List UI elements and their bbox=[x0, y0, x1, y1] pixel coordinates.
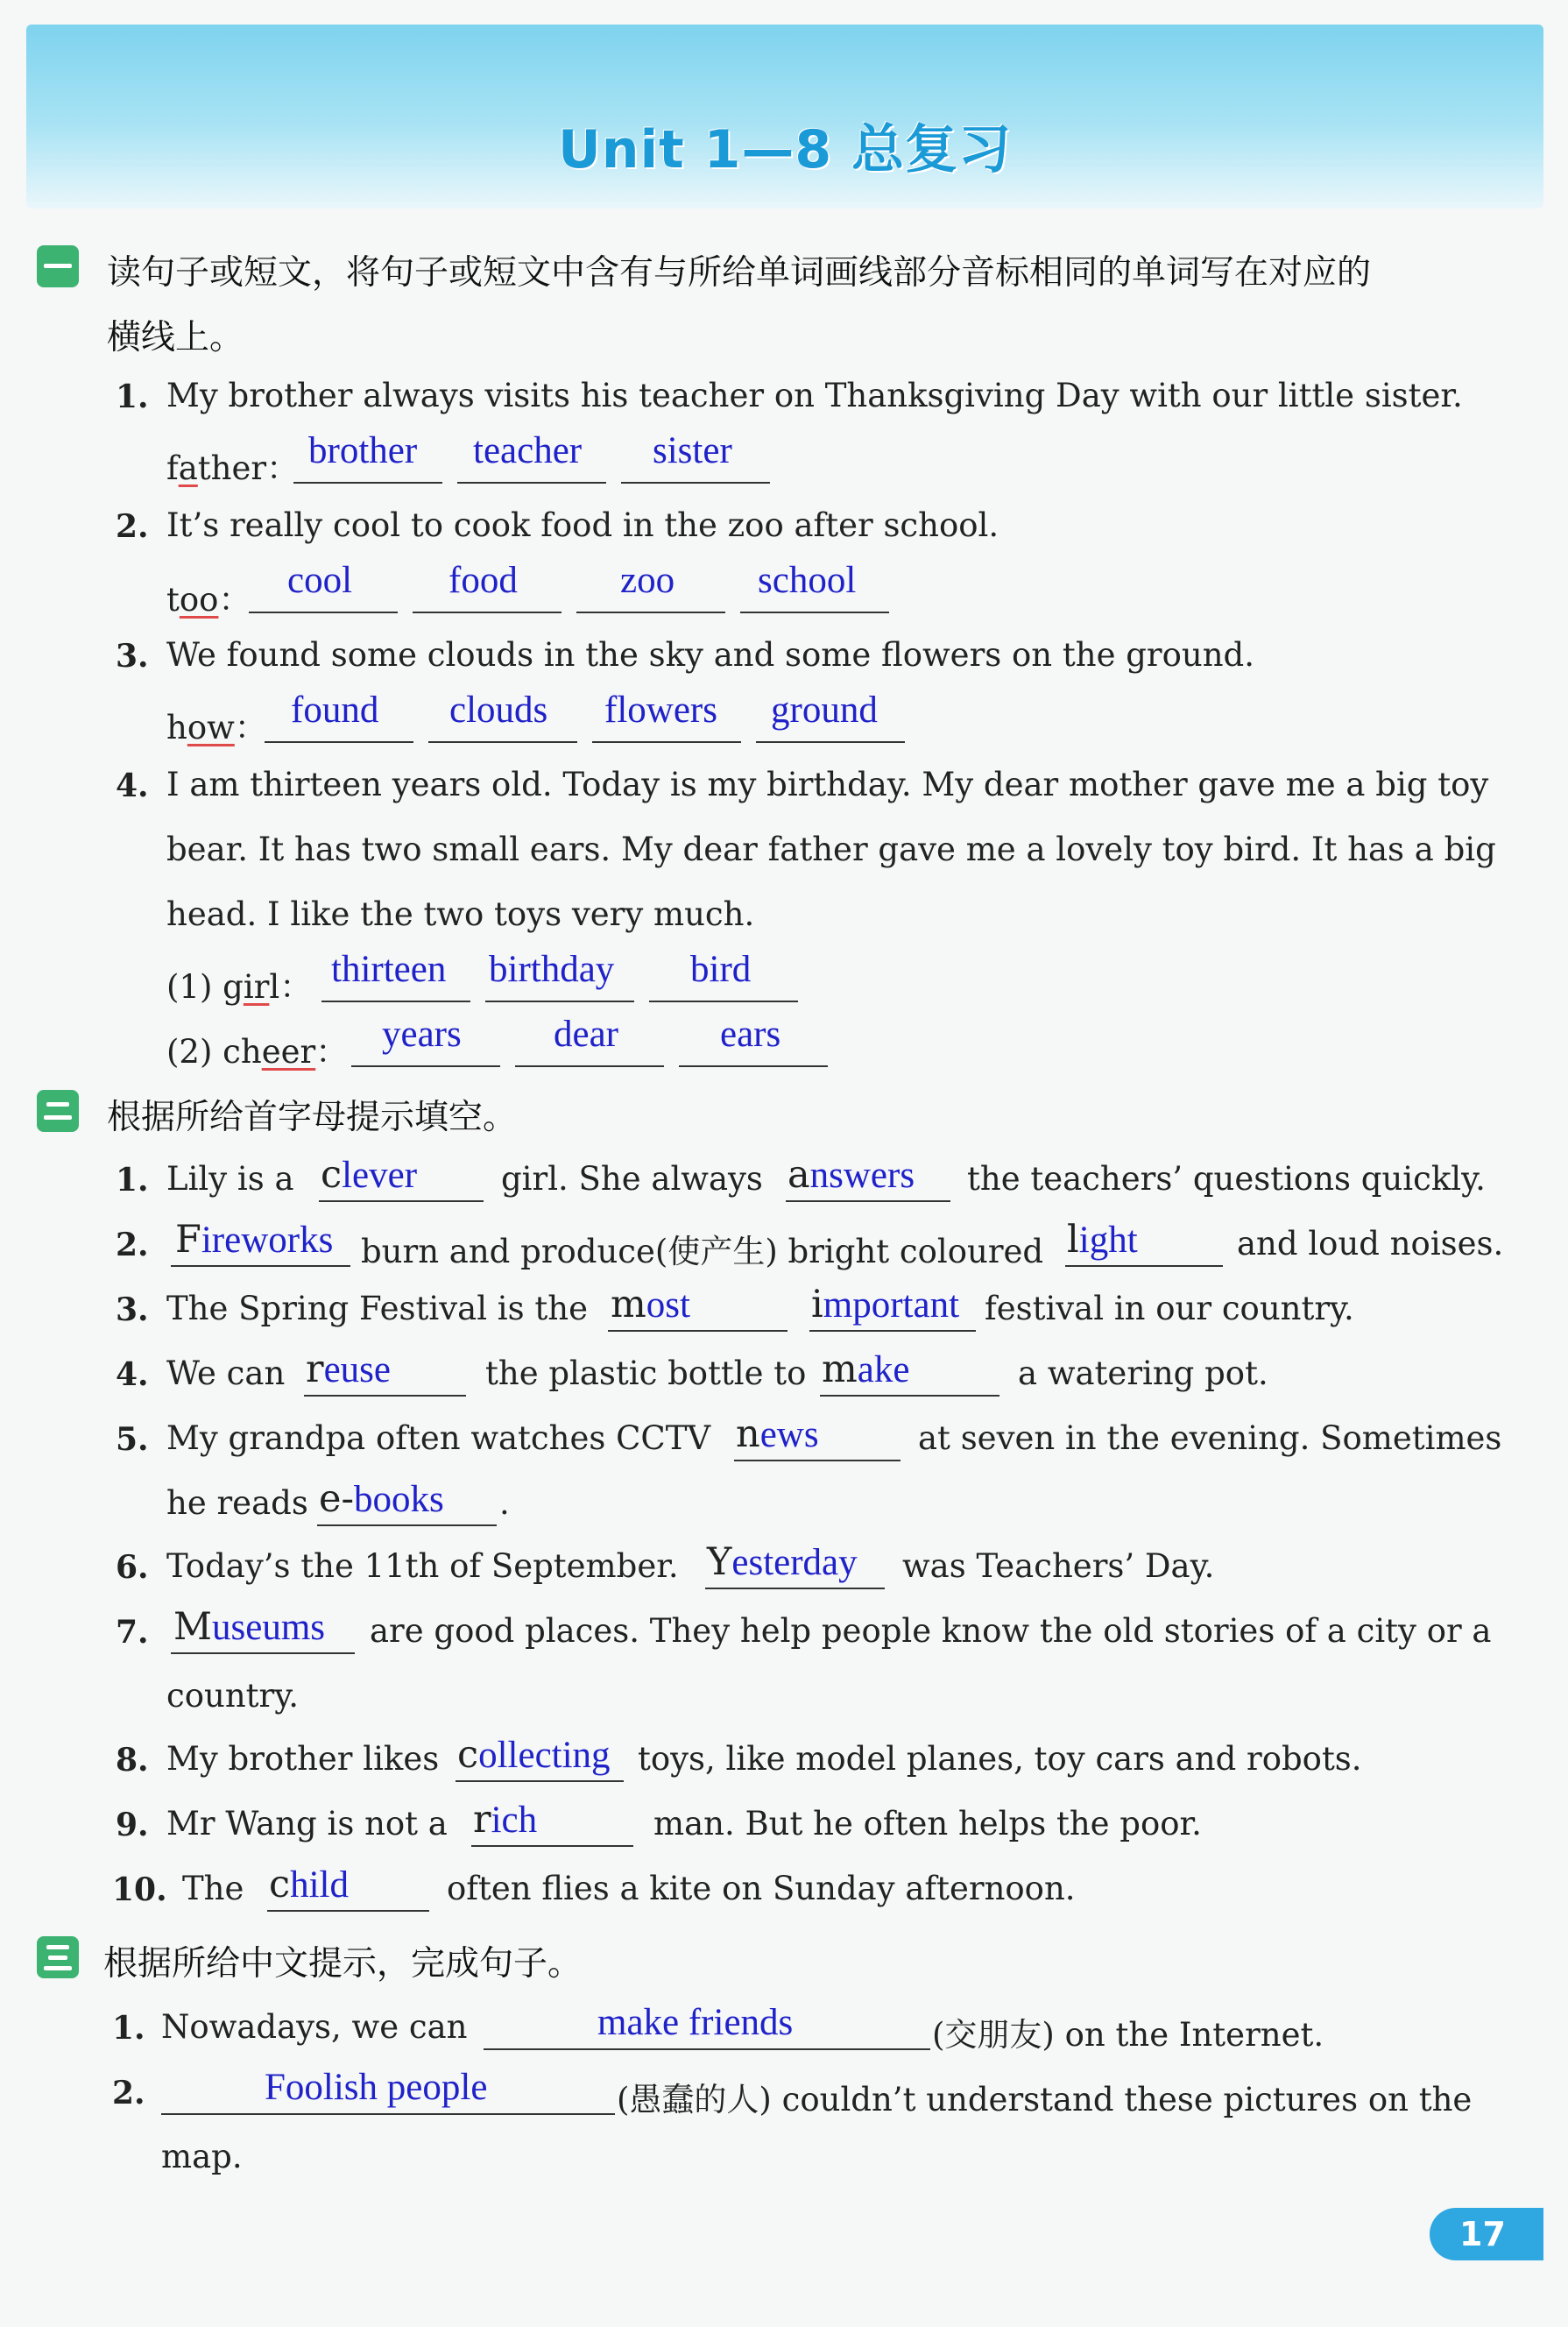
answer-blank[interactable] bbox=[171, 1265, 350, 1267]
answer-text: dear bbox=[554, 1014, 618, 1055]
sentence-part: My brother likes bbox=[166, 1740, 440, 1778]
sentence-part: (愚蠢的人) couldn’t understand these pictures on the bbox=[617, 2081, 1473, 2118]
key-word: (2) cheer： bbox=[166, 1033, 349, 1071]
sentence-part: girl. She always bbox=[501, 1160, 763, 1198]
answer-text: clouds bbox=[449, 690, 548, 731]
answer-text: found bbox=[291, 690, 379, 731]
sentence-part: at seven in the evening. Sometimes bbox=[918, 1419, 1502, 1457]
answer-blank[interactable] bbox=[471, 1845, 633, 1847]
sentence-part: often flies a kite on Sunday afternoon. bbox=[447, 1870, 1076, 1907]
answer-blank[interactable] bbox=[319, 1200, 484, 1202]
answer-blank[interactable] bbox=[457, 482, 606, 484]
answer-text: ground bbox=[771, 690, 878, 731]
answer-text: Yesterday bbox=[707, 1540, 858, 1584]
answer-text: news bbox=[736, 1412, 819, 1456]
answer-blank[interactable] bbox=[317, 1524, 497, 1526]
sentence-part: toys, like model planes, toy cars and robots. bbox=[638, 1740, 1362, 1778]
key-word: (1) girl： bbox=[166, 968, 313, 1006]
answer-blank[interactable] bbox=[649, 1001, 798, 1002]
question-number: 4. bbox=[116, 767, 149, 804]
answer-text: sister bbox=[653, 430, 732, 471]
question-number: 1. bbox=[112, 2010, 145, 2047]
answer-blank[interactable] bbox=[576, 612, 725, 613]
section-3-badge-icon bbox=[37, 1936, 79, 1978]
key-word: father： bbox=[166, 449, 300, 487]
sentence-part: The bbox=[182, 1870, 244, 1907]
answer-blank[interactable] bbox=[679, 1065, 828, 1067]
answer-blank[interactable] bbox=[608, 1330, 788, 1332]
answer-text: Foolish people bbox=[265, 2067, 488, 2108]
sentence-part: a watering pot. bbox=[1018, 1354, 1268, 1392]
answer-text: years bbox=[382, 1014, 462, 1055]
answer-text: bird bbox=[690, 949, 752, 990]
answer-blank[interactable] bbox=[1065, 1265, 1223, 1267]
sentence-part: festival in our country. bbox=[985, 1290, 1354, 1327]
answer-blank[interactable] bbox=[265, 741, 413, 743]
answer-blank[interactable] bbox=[621, 482, 770, 484]
answer-text: make bbox=[822, 1347, 910, 1391]
section-2-badge-icon bbox=[37, 1090, 79, 1132]
answer-text: answers bbox=[788, 1153, 915, 1197]
section-1-badge-icon bbox=[37, 245, 79, 287]
answer-text: brother bbox=[308, 430, 418, 471]
question-number: 8. bbox=[116, 1742, 149, 1779]
sentence-part: burn and produce(使产生) bright coloured bbox=[361, 1233, 1044, 1270]
answer-blank[interactable] bbox=[485, 1001, 634, 1002]
answer-text: school bbox=[758, 560, 857, 601]
key-word: how： bbox=[166, 709, 267, 746]
answer-blank[interactable] bbox=[592, 741, 741, 743]
section-1-instruction-line1: 读句子或短文，将句子或短文中含有与所给单词画线部分音标相同的单词写在对应的 bbox=[107, 253, 1372, 293]
sentence-part: and loud noises. bbox=[1237, 1225, 1504, 1263]
sentence-part: the plastic bottle to bbox=[485, 1354, 807, 1392]
question-number: 2. bbox=[112, 2075, 145, 2111]
answer-blank[interactable] bbox=[756, 741, 905, 743]
answer-text: rich bbox=[473, 1798, 538, 1842]
answer-blank[interactable] bbox=[428, 741, 577, 743]
answer-text: ears bbox=[720, 1014, 781, 1055]
sentence-part: Nowadays, we can bbox=[161, 2008, 468, 2046]
sentence: We found some clouds in the sky and some flowers on the ground. bbox=[166, 636, 1254, 674]
question-number: 1. bbox=[116, 1162, 149, 1199]
sentence-part: Lily is a bbox=[166, 1160, 294, 1198]
question-number: 4. bbox=[116, 1356, 149, 1393]
answer-text: make friends bbox=[597, 2002, 794, 2043]
answer-text: most bbox=[611, 1283, 690, 1326]
answer-blank[interactable] bbox=[786, 1200, 950, 1202]
sentence-part: man. But he often helps the poor. bbox=[653, 1805, 1202, 1843]
answer-blank[interactable] bbox=[809, 1330, 976, 1332]
sentence-part: . bbox=[499, 1484, 510, 1522]
answer-blank[interactable] bbox=[293, 482, 442, 484]
answer-text: thirteen bbox=[331, 949, 447, 990]
question-number: 9. bbox=[116, 1807, 149, 1843]
passage-line: bear. It has two small ears. My dear father gave me a lovely toy bird. It has a big bbox=[166, 831, 1496, 868]
answer-blank[interactable] bbox=[740, 612, 889, 613]
sentence-part: Mr Wang is not a bbox=[166, 1805, 448, 1843]
question-number: 3. bbox=[116, 1291, 149, 1328]
passage-line: head. I like the two toys very much. bbox=[166, 895, 755, 933]
question-number: 6. bbox=[116, 1549, 149, 1586]
question-number: 7. bbox=[116, 1614, 149, 1651]
section-1-instruction-line2: 横线上。 bbox=[107, 318, 244, 357]
answer-text: food bbox=[449, 560, 518, 601]
answer-blank[interactable] bbox=[484, 2048, 930, 2050]
sentence-part: the teachers’ questions quickly. bbox=[967, 1160, 1486, 1198]
answer-blank[interactable] bbox=[705, 1588, 885, 1589]
answer-text: cool bbox=[287, 560, 353, 601]
key-word: too： bbox=[166, 581, 251, 619]
question-number: 1. bbox=[116, 378, 149, 415]
answer-text: child bbox=[269, 1863, 349, 1906]
answer-blank[interactable] bbox=[413, 612, 562, 613]
answer-blank[interactable] bbox=[321, 1001, 470, 1002]
sentence-part: country. bbox=[166, 1677, 299, 1715]
sentence-part: map. bbox=[161, 2138, 243, 2175]
sentence-part: are good places. They help people know the old stories of a city or a bbox=[370, 1612, 1492, 1650]
sentence-part: Today’s the 11th of September. bbox=[166, 1547, 679, 1585]
question-number: 10. bbox=[112, 1871, 167, 1908]
question-number: 3. bbox=[116, 638, 149, 675]
question-number: 2. bbox=[116, 1227, 149, 1263]
answer-text: e-books bbox=[319, 1477, 444, 1521]
section-3-instruction: 根据所给中文提示，完成句子。 bbox=[103, 1944, 583, 1984]
answer-text: Fireworks bbox=[175, 1218, 334, 1262]
answer-text: collecting bbox=[457, 1733, 611, 1777]
answer-text: zoo bbox=[620, 560, 675, 601]
page-title: Unit 1—8 总复习 bbox=[558, 119, 1012, 180]
sentence: It’s really cool to cook food in the zoo after school. bbox=[166, 506, 999, 544]
sentence-part: was Teachers’ Day. bbox=[902, 1547, 1215, 1585]
answer-blank[interactable] bbox=[351, 1065, 500, 1067]
answer-blank[interactable] bbox=[161, 2113, 615, 2115]
page-header bbox=[26, 25, 1543, 209]
answer-blank[interactable] bbox=[820, 1395, 999, 1397]
answer-text: teacher bbox=[473, 430, 583, 471]
answer-blank[interactable] bbox=[267, 1910, 429, 1912]
sentence-part: My grandpa often watches CCTV bbox=[166, 1419, 711, 1457]
page-number: 17 bbox=[1430, 2208, 1543, 2260]
passage-line: I am thirteen years old. Today is my birthday. My dear mother gave me a big toy bbox=[166, 766, 1489, 803]
question-number: 5. bbox=[116, 1421, 149, 1458]
answer-text: Museums bbox=[173, 1605, 326, 1649]
answer-text: light bbox=[1067, 1218, 1138, 1262]
answer-text: important bbox=[811, 1283, 960, 1326]
sentence: My brother always visits his teacher on Thanksgiving Day with our little sister. bbox=[166, 377, 1463, 414]
section-2-instruction: 根据所给首字母提示填空。 bbox=[107, 1098, 518, 1137]
answer-blank[interactable] bbox=[249, 612, 398, 613]
question-number: 2. bbox=[116, 508, 149, 545]
sentence-part: The Spring Festival is the bbox=[166, 1290, 588, 1327]
answer-blank[interactable] bbox=[515, 1065, 664, 1067]
answer-text: clever bbox=[321, 1153, 418, 1197]
answer-blank[interactable] bbox=[734, 1460, 901, 1461]
answer-text: flowers bbox=[604, 690, 717, 731]
answer-text: birthday bbox=[489, 949, 615, 990]
sentence-part: he reads bbox=[166, 1484, 308, 1522]
answer-blank[interactable] bbox=[171, 1652, 355, 1654]
answer-blank[interactable] bbox=[456, 1780, 624, 1782]
sentence-part: We can bbox=[166, 1354, 286, 1392]
sentence-part: (交朋友) on the Internet. bbox=[932, 2016, 1324, 2054]
answer-text: reuse bbox=[306, 1347, 391, 1391]
answer-blank[interactable] bbox=[304, 1395, 466, 1397]
